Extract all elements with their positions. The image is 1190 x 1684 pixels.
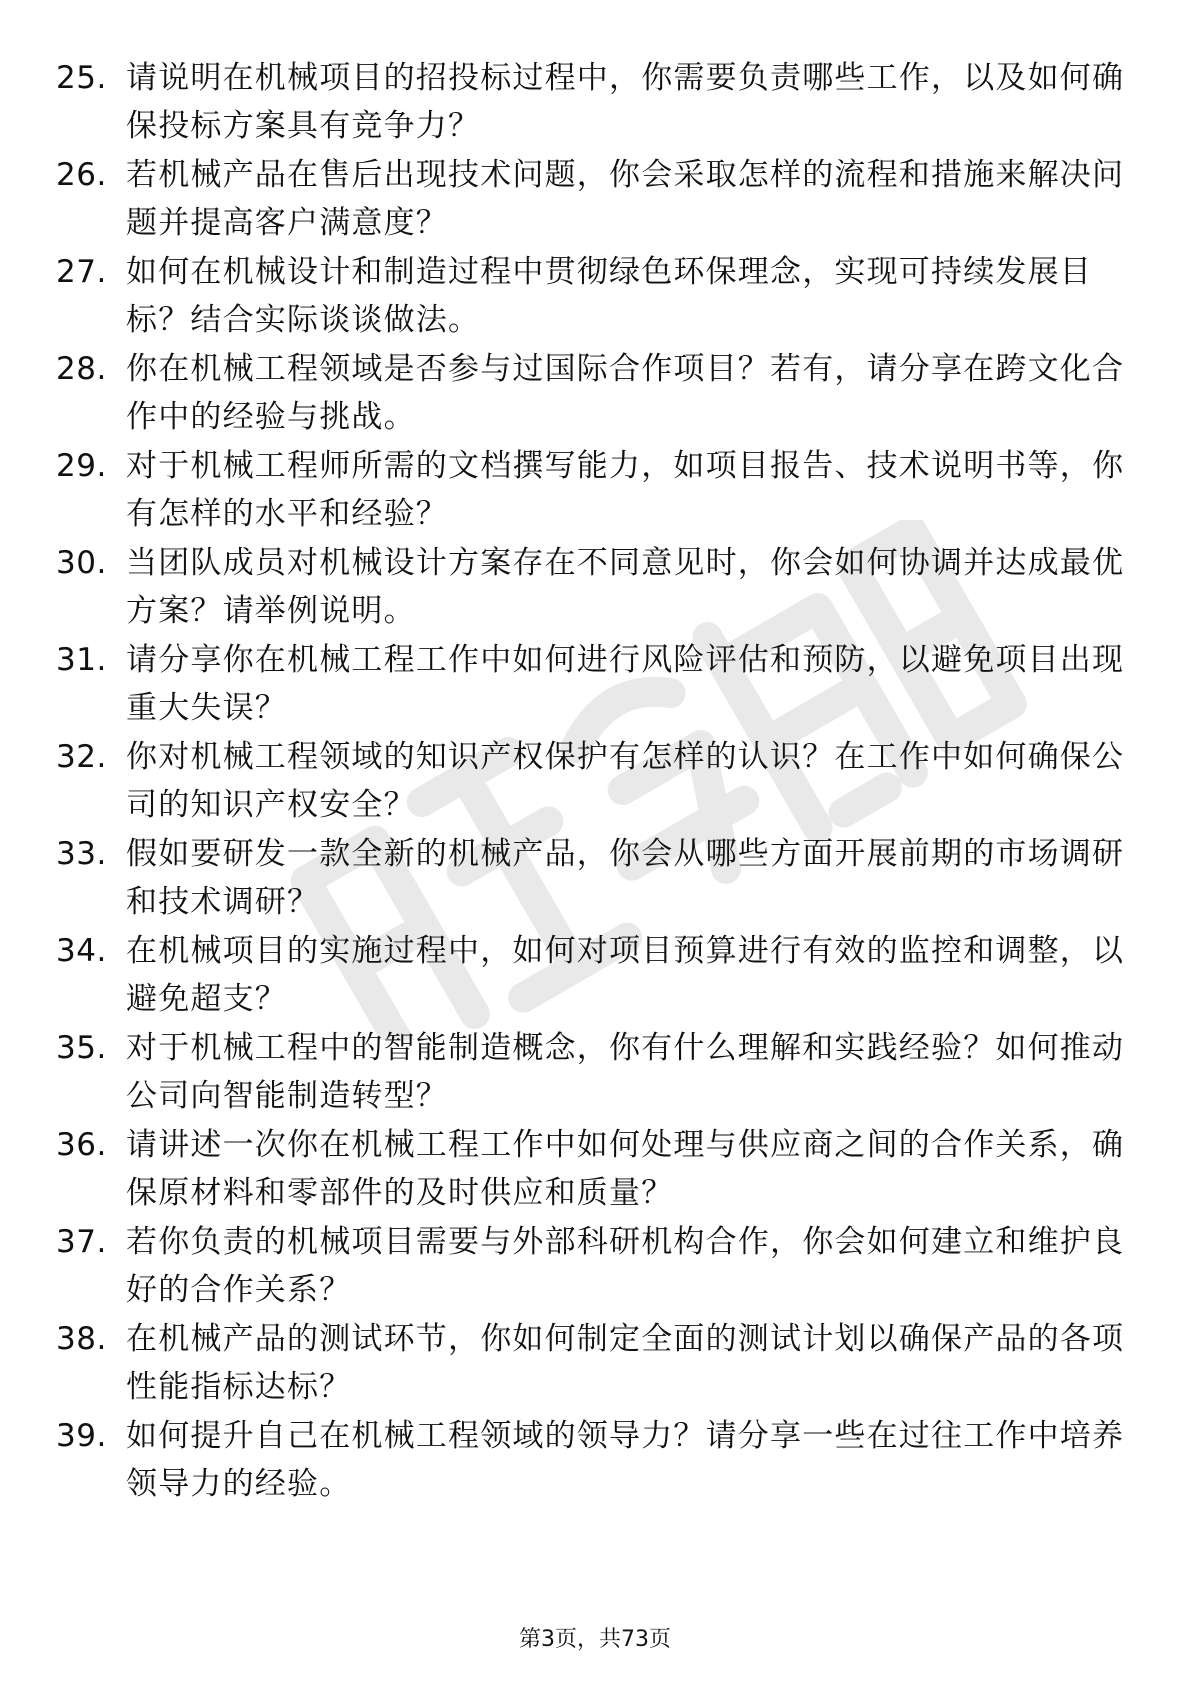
question-text: 请说明在机械项目的招投标过程中，你需要负责哪些工作，以及如何确保投标方案具有竞争力？ <box>126 60 1125 144</box>
question-number: 27. <box>56 254 107 290</box>
question-number: 28. <box>56 351 107 387</box>
question-text: 如何在机械设计和制造过程中贯彻绿色环保理念，实现可持续发展目标？结合实际谈谈做法。 <box>126 254 1092 338</box>
question-text: 你在机械工程领域是否参与过国际合作项目？若有，请分享在跨文化合作中的经验与挑战。 <box>126 351 1125 435</box>
question-item <box>56 151 1136 248</box>
question-number: 25. <box>56 60 107 96</box>
question-text: 对于机械工程师所需的文档撰写能力，如项目报告、技术说明书等，你有怎样的水平和经验？ <box>126 448 1125 532</box>
question-text: 在机械产品的测试环节，你如何制定全面的测试计划以确保产品的各项性能指标达标？ <box>126 1321 1125 1405</box>
question-item <box>56 539 1136 636</box>
question-number: 36. <box>56 1127 107 1163</box>
question-number: 26. <box>56 157 107 193</box>
question-item <box>56 636 1136 733</box>
question-number: 29. <box>56 448 107 484</box>
question-number: 34. <box>56 933 107 969</box>
question-item <box>56 54 1136 151</box>
question-text: 对于机械工程中的智能制造概念，你有什么理解和实践经验？如何推动公司向智能制造转型？ <box>126 1030 1125 1114</box>
question-number: 38. <box>56 1321 107 1357</box>
question-item <box>56 1412 1136 1509</box>
question-item <box>56 830 1136 927</box>
page-number-footer: 第3页，共73页 <box>519 1627 671 1652</box>
question-number: 35. <box>56 1030 107 1066</box>
question-number: 30. <box>56 545 107 581</box>
question-text: 请分享你在机械工程工作中如何进行风险评估和预防，以避免项目出现重大失误？ <box>126 642 1125 726</box>
question-item <box>56 442 1136 539</box>
question-number: 33. <box>56 836 107 872</box>
question-item <box>56 733 1136 830</box>
question-item <box>56 248 1136 345</box>
question-text: 若机械产品在售后出现技术问题，你会采取怎样的流程和措施来解决问题并提高客户满意度？ <box>126 157 1125 241</box>
question-text: 你对机械工程领域的知识产权保护有怎样的认识？在工作中如何确保公司的知识产权安全？ <box>126 739 1125 823</box>
question-text: 请讲述一次你在机械工程工作中如何处理与供应商之间的合作关系，确保原材料和零部件的及时供应和质量？ <box>126 1127 1125 1211</box>
question-item <box>56 1024 1136 1121</box>
question-number: 37. <box>56 1224 107 1260</box>
question-list <box>56 54 1136 1509</box>
question-item <box>56 345 1136 442</box>
question-number: 31. <box>56 642 107 678</box>
question-text: 如何提升自己在机械工程领域的领导力？请分享一些在过往工作中培养领导力的经验。 <box>126 1418 1125 1502</box>
question-item <box>56 927 1136 1024</box>
question-item <box>56 1218 1136 1315</box>
question-text: 若你负责的机械项目需要与外部科研机构合作，你会如何建立和维护良好的合作关系？ <box>126 1224 1125 1308</box>
question-text: 在机械项目的实施过程中，如何对项目预算进行有效的监控和调整，以避免超支？ <box>126 933 1125 1017</box>
question-number: 32. <box>56 739 107 775</box>
question-text: 假如要研发一款全新的机械产品，你会从哪些方面开展前期的市场调研和技术调研？ <box>126 836 1125 920</box>
question-item <box>56 1121 1136 1218</box>
question-item <box>56 1315 1136 1412</box>
question-number: 39. <box>56 1418 107 1454</box>
question-text: 当团队成员对机械设计方案存在不同意见时，你会如何协调并达成最优方案？请举例说明。 <box>126 545 1125 629</box>
